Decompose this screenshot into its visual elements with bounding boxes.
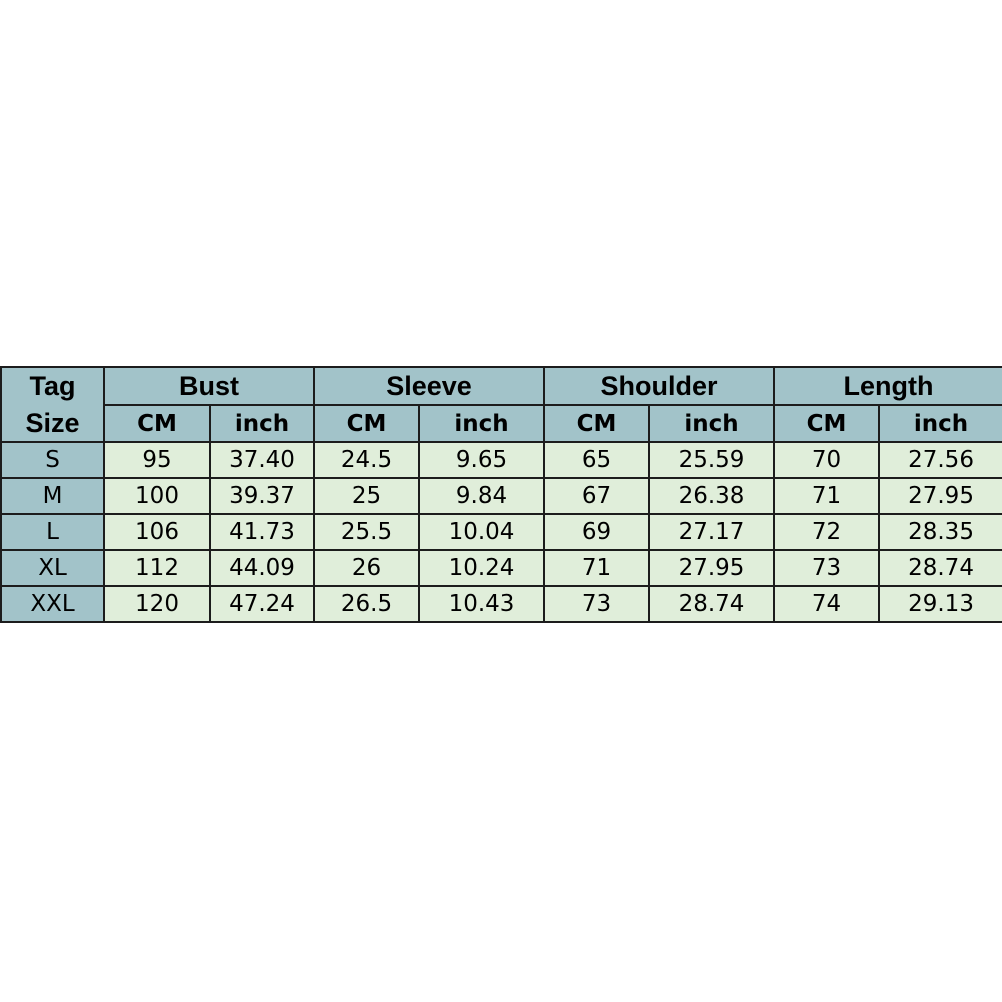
length-inch-value: 27.95: [879, 478, 1002, 514]
shoulder-cm-value: 65: [544, 442, 649, 478]
bust-inch-value: 44.09: [210, 550, 314, 586]
size-label: XL: [1, 550, 104, 586]
bust-inch-value: 47.24: [210, 586, 314, 622]
table-row-xxl: [1, 586, 1002, 622]
size-label: S: [1, 442, 104, 478]
tag-size-header: [1, 367, 104, 442]
length-cm-value: 72: [774, 514, 879, 550]
header-row-groups: [1, 367, 1002, 405]
table-row-m: [1, 478, 1002, 514]
shoulder-cm-value: 69: [544, 514, 649, 550]
shoulder-inch-value: 26.38: [649, 478, 774, 514]
length-inch-value: 28.74: [879, 550, 1002, 586]
bust-cm-value: 112: [104, 550, 210, 586]
shoulder-group-header: Shoulder: [544, 367, 774, 405]
sleeve-inch-value: 9.65: [419, 442, 544, 478]
sleeve-inch-value: 9.84: [419, 478, 544, 514]
length-cm-value: 70: [774, 442, 879, 478]
shoulder-cm-value: 71: [544, 550, 649, 586]
sleeve-cm-value: 24.5: [314, 442, 419, 478]
sleeve-inch-value: 10.04: [419, 514, 544, 550]
shoulder-cm-header: CM: [544, 405, 649, 442]
shoulder-inch-value: 27.95: [649, 550, 774, 586]
length-cm-value: 73: [774, 550, 879, 586]
bust-inch-value: 37.40: [210, 442, 314, 478]
shoulder-inch-header: inch: [649, 405, 774, 442]
sleeve-cm-value: 26: [314, 550, 419, 586]
tag-size-line2: Size: [25, 407, 80, 438]
shoulder-inch-value: 25.59: [649, 442, 774, 478]
length-cm-value: 71: [774, 478, 879, 514]
sleeve-cm-header: CM: [314, 405, 419, 442]
header-row-units: [1, 405, 1002, 442]
bust-inch-value: 39.37: [210, 478, 314, 514]
shoulder-cm-value: 73: [544, 586, 649, 622]
sleeve-inch-value: 10.24: [419, 550, 544, 586]
size-label: L: [1, 514, 104, 550]
size-label: XXL: [1, 586, 104, 622]
table-row-s: [1, 442, 1002, 478]
shoulder-inch-value: 28.74: [649, 586, 774, 622]
sleeve-group-header: Sleeve: [314, 367, 544, 405]
length-cm-header: CM: [774, 405, 879, 442]
bust-cm-value: 106: [104, 514, 210, 550]
bust-inch-header: inch: [210, 405, 314, 442]
length-inch-value: 28.35: [879, 514, 1002, 550]
sleeve-inch-value: 10.43: [419, 586, 544, 622]
bust-group-header: Bust: [104, 367, 314, 405]
bust-cm-value: 100: [104, 478, 210, 514]
tag-size-line1: Tag: [29, 371, 76, 402]
bust-cm-value: 95: [104, 442, 210, 478]
bust-cm-value: 120: [104, 586, 210, 622]
sleeve-cm-value: 25.5: [314, 514, 419, 550]
length-cm-value: 74: [774, 586, 879, 622]
bust-inch-value: 41.73: [210, 514, 314, 550]
size-chart-table: [0, 366, 1002, 623]
table-row-xl: [1, 550, 1002, 586]
length-inch-value: 29.13: [879, 586, 1002, 622]
sleeve-cm-value: 25: [314, 478, 419, 514]
length-inch-header: inch: [879, 405, 1002, 442]
sleeve-inch-header: inch: [419, 405, 544, 442]
shoulder-inch-value: 27.17: [649, 514, 774, 550]
table-row-l: [1, 514, 1002, 550]
sleeve-cm-value: 26.5: [314, 586, 419, 622]
size-label: M: [1, 478, 104, 514]
length-inch-value: 27.56: [879, 442, 1002, 478]
shoulder-cm-value: 67: [544, 478, 649, 514]
length-group-header: Length: [774, 367, 1002, 405]
bust-cm-header: CM: [104, 405, 210, 442]
